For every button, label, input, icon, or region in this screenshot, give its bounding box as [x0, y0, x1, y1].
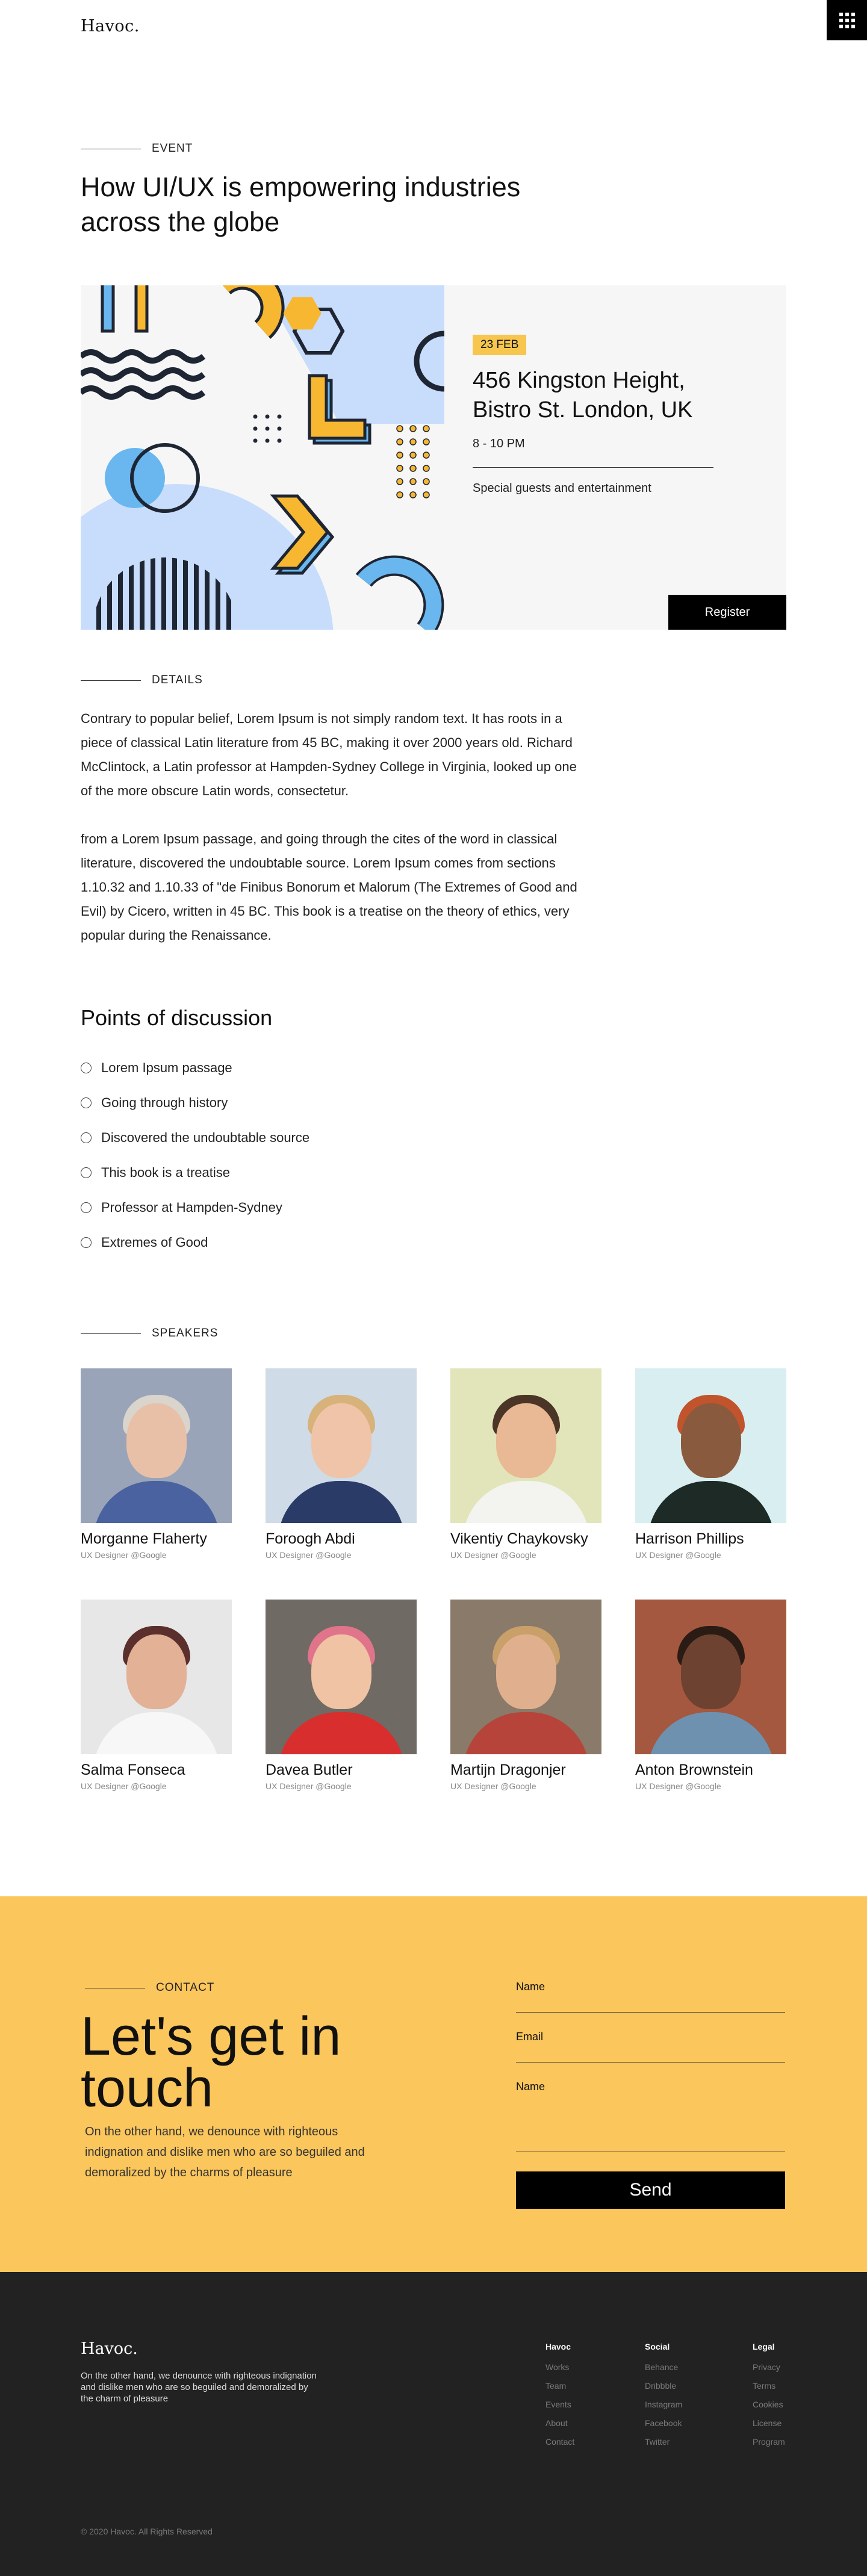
dot-grid [253, 415, 282, 443]
event-label-text: EVENT [152, 142, 193, 155]
name-field [516, 1981, 785, 2013]
speaker-photo [266, 1600, 417, 1754]
message-field-label: Name [516, 2081, 545, 2093]
footer-link[interactable]: Program [753, 2437, 785, 2447]
footer-column-title: Havoc [545, 2342, 571, 2351]
event-guests: Special guests and entertainment [473, 482, 651, 495]
speaker-role: UX Designer @Google [450, 1781, 536, 1791]
event-section-label [81, 142, 193, 155]
message-field [516, 2081, 785, 2152]
contact-label-text: CONTACT [156, 1981, 215, 1994]
speaker-role: UX Designer @Google [266, 1550, 352, 1560]
event-illustration [81, 285, 444, 630]
speakers-section-label [81, 1327, 218, 1340]
speaker-card[interactable] [450, 1368, 601, 1600]
footer-link[interactable]: Works [545, 2362, 570, 2372]
details-paragraph: from a Lorem Ipsum passage, and going through the cites of the word in classical literature, discovered the undoubtable source. Lorem Ipsum comes from sections 1.10.32 and 1.10.33 of "de Finibus Bonorum et Malorum (The Extremes of Good and Evil) by Cicero, written in 45 BC. This book is a treatise on the theory of ethics, very popular during the Renaissance. [81, 831, 577, 943]
footer-link[interactable]: Instagram [645, 2400, 683, 2409]
details-section-label [81, 674, 203, 687]
send-button[interactable]: Send [516, 2171, 785, 2209]
point-label: Lorem Ipsum passage [101, 1060, 232, 1075]
speaker-role: UX Designer @Google [81, 1781, 167, 1791]
blue-bar [102, 285, 113, 331]
details-label-text: DETAILS [152, 674, 203, 686]
site-logo[interactable]: Havoc. [81, 17, 140, 36]
contact-title: Let's get in touch [81, 2006, 341, 2118]
event-title: How UI/UX is empowering industries across the globe [81, 172, 521, 237]
divider [473, 467, 713, 468]
footer-link[interactable]: Cookies [753, 2400, 783, 2409]
speaker-role: UX Designer @Google [635, 1781, 721, 1791]
wave-line [81, 370, 204, 379]
list-item [81, 1155, 309, 1190]
wave-line [81, 352, 204, 361]
speaker-photo [635, 1600, 786, 1754]
points-title: Points of discussion [81, 1005, 273, 1030]
speaker-card[interactable] [81, 1368, 232, 1600]
speaker-name: Anton Brownstein [635, 1761, 753, 1778]
footer-link[interactable]: Events [545, 2400, 571, 2409]
point-label: Going through history [101, 1095, 228, 1110]
message-input[interactable] [516, 2098, 785, 2149]
footer-link[interactable]: Twitter [645, 2437, 670, 2447]
speaker-card[interactable] [450, 1600, 601, 1831]
event-card [81, 285, 786, 630]
speaker-name: Martijn Dragonjer [450, 1761, 566, 1778]
name-input[interactable] [516, 1998, 785, 2012]
event-time: 8 - 10 PM [473, 437, 525, 450]
radio-button[interactable] [81, 1063, 92, 1073]
email-field [516, 2031, 785, 2062]
radio-button[interactable] [81, 1237, 92, 1248]
divider [81, 1333, 141, 1334]
speaker-role: UX Designer @Google [81, 1550, 167, 1560]
speaker-name: Foroogh Abdi [266, 1530, 355, 1547]
point-label: Professor at Hampden-Sydney [101, 1200, 282, 1215]
contact-text: On the other hand, we denounce with righteous indignation and dislike men who are so beguiled and demoralized by the charms of pleasure [85, 2125, 365, 2179]
speaker-role: UX Designer @Google [266, 1781, 352, 1791]
point-label: Extremes of Good [101, 1235, 208, 1250]
footer-link[interactable]: Dribbble [645, 2381, 677, 2391]
speaker-photo [450, 1600, 601, 1754]
speaker-role: UX Designer @Google [635, 1550, 721, 1560]
speaker-card[interactable] [635, 1600, 786, 1831]
email-input[interactable] [516, 2048, 785, 2062]
yellow-bar [136, 285, 147, 331]
blue-circle [105, 448, 165, 508]
speaker-photo [450, 1368, 601, 1523]
points-list [81, 1051, 309, 1260]
list-item [81, 1051, 309, 1085]
speaker-card[interactable] [81, 1600, 232, 1831]
footer-column-social [645, 2342, 682, 2456]
footer-column-legal [753, 2342, 785, 2456]
speaker-photo [635, 1368, 786, 1523]
list-item [81, 1225, 309, 1260]
event-date-badge: 23 FEB [473, 335, 526, 355]
speaker-name: Salma Fonseca [81, 1761, 185, 1778]
speaker-card[interactable] [635, 1368, 786, 1600]
speaker-role: UX Designer @Google [450, 1550, 536, 1560]
speakers-label-text: SPEAKERS [152, 1327, 219, 1339]
footer-logo[interactable]: Havoc. [81, 2339, 138, 2358]
speaker-name: Morganne Flaherty [81, 1530, 207, 1547]
details-body [81, 707, 580, 972]
footer-link[interactable]: Facebook [645, 2418, 682, 2428]
footer-link[interactable]: About [545, 2418, 568, 2428]
footer-link[interactable]: Terms [753, 2381, 776, 2391]
footer-link[interactable]: Contact [545, 2437, 575, 2447]
site-footer [0, 2272, 867, 2576]
name-field-label: Name [516, 1981, 545, 1993]
site-header [0, 0, 867, 54]
radio-button[interactable] [81, 1097, 92, 1108]
footer-text: On the other hand, we denounce with righteous indignation and dislike men who are so beguiled and demoralized by the charm of pleasure [81, 2371, 317, 2404]
footer-link[interactable]: Team [545, 2381, 567, 2391]
speaker-name: Harrison Phillips [635, 1530, 744, 1547]
speaker-photo [81, 1368, 232, 1523]
contact-section-label [85, 1981, 214, 1994]
speaker-photo [81, 1600, 232, 1754]
radio-button[interactable] [81, 1132, 92, 1143]
radio-button[interactable] [81, 1167, 92, 1178]
speaker-name: Vikentiy Chaykovsky [450, 1530, 588, 1547]
footer-column-title: Legal [753, 2342, 775, 2351]
footer-link[interactable]: Privacy [753, 2362, 780, 2372]
contact-form [516, 1981, 785, 2209]
wave-line [81, 388, 204, 397]
speakers-grid [81, 1368, 786, 1831]
speaker-photo [266, 1368, 417, 1523]
register-button[interactable]: Register [668, 595, 786, 630]
event-address: 456 Kingston Height, Bistro St. London, UK [473, 368, 693, 423]
divider [81, 680, 141, 681]
list-item [81, 1085, 309, 1120]
grid-icon[interactable] [827, 0, 867, 40]
speaker-card[interactable] [266, 1368, 417, 1600]
list-item [81, 1190, 309, 1225]
point-label: This book is a treatise [101, 1165, 230, 1180]
yellow-dot-grid [397, 426, 429, 498]
list-item [81, 1120, 309, 1155]
speaker-card[interactable] [266, 1600, 417, 1831]
point-label: Discovered the undoubtable source [101, 1130, 310, 1145]
footer-column-title: Social [645, 2342, 670, 2351]
speaker-name: Davea Butler [266, 1761, 353, 1778]
copyright: © 2020 Havoc. All Rights Reserved [81, 2527, 213, 2536]
footer-column-havoc [545, 2342, 574, 2456]
radio-button[interactable] [81, 1202, 92, 1213]
footer-link[interactable]: Behance [645, 2362, 679, 2372]
email-field-label: Email [516, 2031, 544, 2043]
contact-section [0, 1896, 867, 2272]
details-paragraph: Contrary to popular belief, Lorem Ipsum is not simply random text. It has roots in a piece of classical Latin literature from 45 BC, making it over 2000 years old. Richard McClintock, a Latin professor at Hampden-Sydney College in Virginia, looked up one of the more obscure Latin words, consectetur. [81, 711, 577, 798]
footer-link[interactable]: License [753, 2418, 782, 2428]
